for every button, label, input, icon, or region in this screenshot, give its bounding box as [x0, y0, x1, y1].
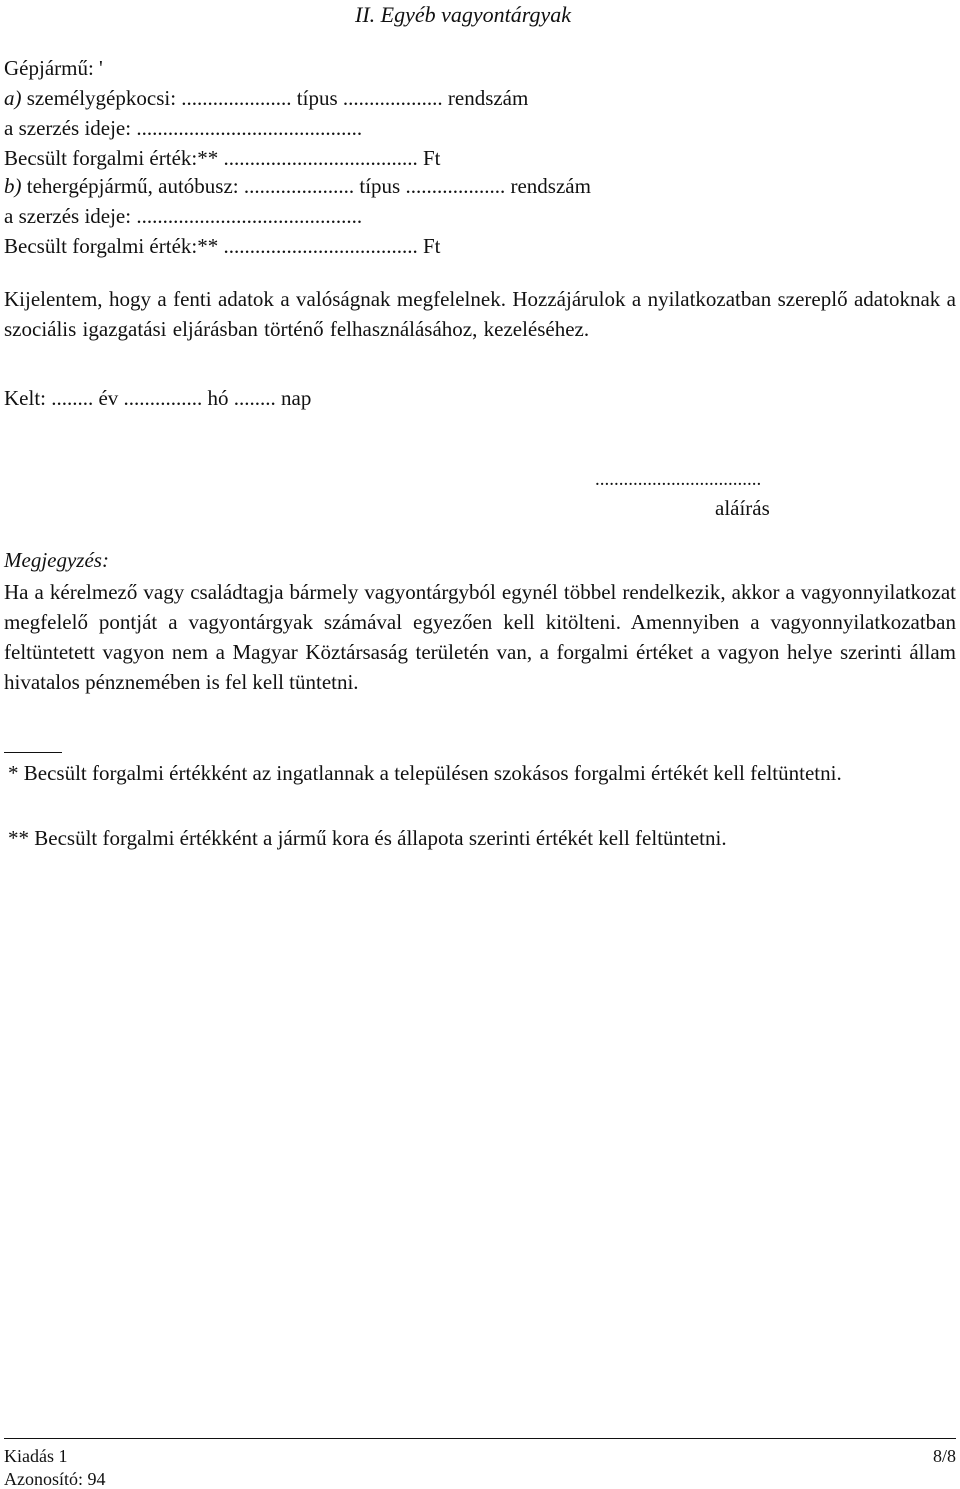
footer-edition: Kiadás 1: [4, 1446, 68, 1466]
footnote-two: ** Becsült forgalmi értékként a jármű kora és állapota szerinti értékét kell feltüntetni.: [8, 826, 727, 850]
vehicle-b-date: a szerzés ideje: ...........................................: [4, 204, 363, 228]
note-heading: Megjegyzés:: [4, 548, 109, 572]
footnote-one: * Becsült forgalmi értékként az ingatlannak a településen szokásos forgalmi értékét kell feltüntetni.: [8, 761, 842, 785]
footer-divider: [4, 1438, 956, 1439]
vehicle-a-date: a szerzés ideje: ...........................................: [4, 116, 363, 140]
vehicle-a-text: személygépkocsi: ..................... típus ................... rendszám: [21, 86, 529, 110]
footer-id: Azonosító: 94: [4, 1469, 106, 1489]
date-line: Kelt: ........ év ............... hó ........ nap: [4, 386, 312, 410]
note-text: Ha a kérelmező vagy családtagja bármely vagyontárgyból egynél többel rendelkezik, akkor a vagyonnyilatkozat megfelelő pontját a vagyontárgyak számával egyezően kell kitölteni. Amennyiben a vagyonnyilatkozatban feltüntetett vagyon nem a Magyar Köztársaság területén van, a forgalmi értéket a vagyon helye szerinti állam hivatalos pénznemében is fel kell tüntetni.: [4, 580, 956, 694]
footnote-divider: [4, 752, 62, 753]
declaration-text: Kijelentem, hogy a fenti adatok a valóságnak megfelelnek. Hozzájárulok a nyilatkozatban szereplő adatoknak a szociális igazgatási eljárásban történő felhasználásához, kezeléséhez.: [4, 287, 956, 341]
vehicle-b-text: tehergépjármű, autóbusz: ..................... típus ................... rendszám: [21, 174, 591, 198]
section-title: II. Egyéb vagyontárgyak: [355, 2, 572, 27]
vehicle-a-value: Becsült forgalmi érték:** ..................................... Ft: [4, 146, 441, 170]
vehicle-b-line: [4, 176, 591, 197]
footer-page-number: 8/8: [932, 1446, 956, 1466]
vehicle-b-prefix: b): [4, 174, 22, 198]
vehicle-a-line: [4, 88, 528, 109]
signature-dots: ...................................: [595, 469, 762, 490]
signature-label: aláírás: [715, 496, 770, 520]
vehicle-a-prefix: a): [4, 86, 22, 110]
vehicle-heading: Gépjármű: ': [4, 56, 103, 80]
vehicle-b-value: Becsült forgalmi érték:** ..................................... Ft: [4, 234, 441, 258]
